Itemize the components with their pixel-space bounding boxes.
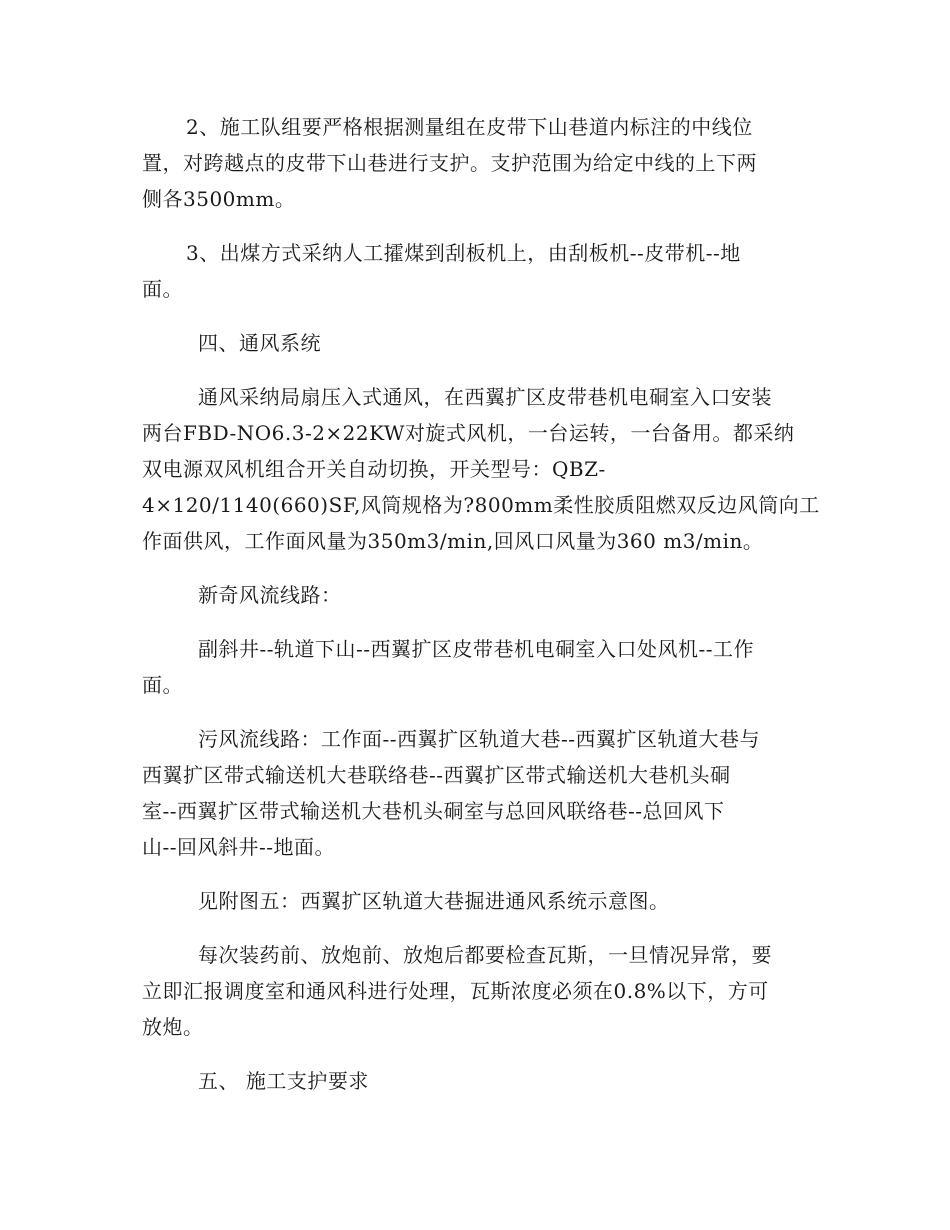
section-heading-ventilation: 四、通风系统: [198, 331, 321, 355]
para-2-line-1: 3、出煤方式采纳人工攉煤到刮板机上，由刮板机--皮带机--地: [186, 241, 741, 265]
return-air-route-line-2: 西翼扩区带式输送机大巷联络巷--西翼扩区带式输送机大巷机头硐: [142, 763, 731, 787]
return-air-route-line-1: 污风流线路：工作面--西翼扩区轨道大巷--西翼扩区轨道大巷与: [198, 727, 761, 751]
para-4-line-5: 作面供风，工作面风量为350m3/min,回风口风量为360 m3/min。: [142, 529, 764, 553]
return-air-route-line-3: 室--西翼扩区带式输送机大巷机头硐室与总回风联络巷--总回风下: [142, 799, 725, 823]
para-1-line-2: 置，对跨越点的皮带下山巷进行支护。支护范围为给定中线的上下两: [142, 151, 757, 175]
fresh-air-route-line-1: 副斜井--轨道下山--西翼扩区皮带巷机电硐室入口处风机--工作: [198, 637, 755, 661]
para-4-line-3: 双电源双风机组合开关自动切换，开关型号：QBZ-: [142, 457, 606, 481]
gas-check-line-3: 放炮。: [142, 1015, 204, 1039]
section-heading-support-requirements: 五、 施工支护要求: [198, 1069, 369, 1093]
return-air-route-line-4: 山--回风斜井--地面。: [142, 835, 336, 859]
para-4-line-1: 通风采纳局扇压入式通风，在西翼扩区皮带巷机电硐室入口安装: [198, 385, 772, 409]
para-4-line-4: 4×120/1140(660)SF,风筒规格为?800mm柔性胶质阻燃双反边风筒向工: [142, 493, 820, 517]
fresh-air-route-line-2: 面。: [142, 673, 183, 697]
gas-check-line-1: 每次装药前、放炮前、放炮后都要检查瓦斯，一旦情况异常，要: [198, 943, 772, 967]
fresh-air-route-label: 新奇风流线路：: [198, 583, 342, 607]
gas-check-line-2: 立即汇报调度室和通风科进行处理，瓦斯浓度必须在0.8%以下，方可: [142, 979, 769, 1003]
figure-reference: 见附图五：西翼扩区轨道大巷掘进通风系统示意图。: [198, 889, 670, 913]
para-4-line-2: 两台FBD-NO6.3-2×22KW对旋式风机，一台运转，一台备用。都采纳: [142, 421, 795, 445]
para-1-line-1: 2、施工队组要严格根据测量组在皮带下山巷道内标注的中线位: [186, 115, 753, 139]
para-2-line-2: 面。: [142, 277, 183, 301]
para-1-line-3: 侧各3500mm。: [142, 187, 296, 211]
